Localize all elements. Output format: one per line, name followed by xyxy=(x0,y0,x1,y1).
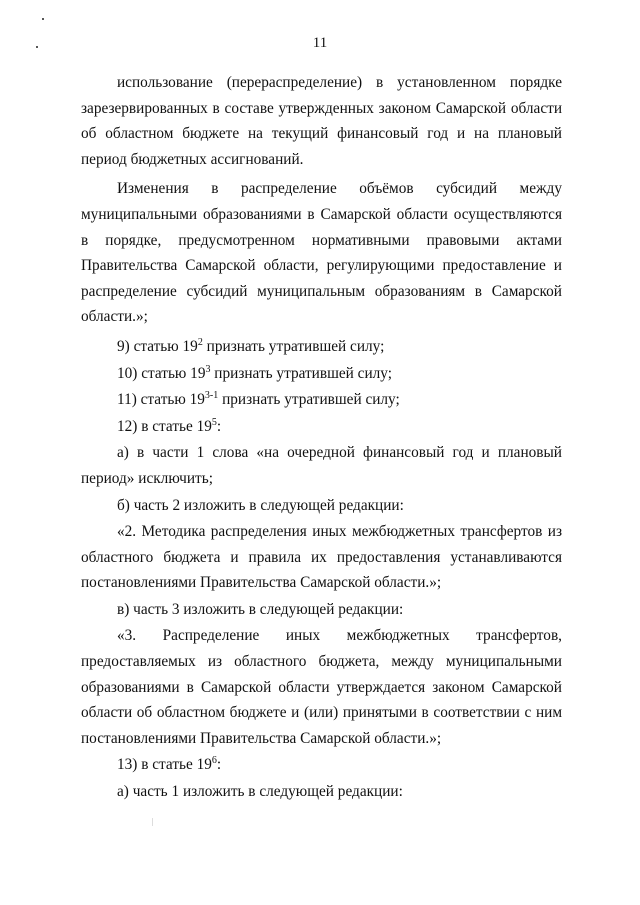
paragraph xyxy=(81,779,562,805)
document-body xyxy=(81,70,562,805)
item-text: : xyxy=(216,417,222,435)
item-text: 11) статью 19 xyxy=(117,391,205,409)
superscript: 3 xyxy=(205,363,211,375)
paragraph xyxy=(81,597,562,623)
list-item xyxy=(81,414,562,440)
paragraph-text: б) часть 2 изложить в следующей редакции: xyxy=(117,496,404,514)
paragraph-text: Изменения в распределение объёмов субсидий между муниципальными образованиями в Самарской области осуществляются в порядке, предусмотренном нормативными правовыми актами Правительства Самарской области, регулирующими предоставление и распределение субсидий муниципальным образованиям в Самарской области.»; xyxy=(81,180,562,326)
scan-mark xyxy=(152,818,153,826)
paragraph-text: а) в части 1 слова «на очередной финансовый год и плановый период» исключить; xyxy=(81,444,562,487)
paragraph xyxy=(81,519,562,596)
list-item xyxy=(81,361,562,387)
item-text: признать утратившей силу; xyxy=(218,391,400,409)
paragraph xyxy=(81,176,562,330)
scan-speck xyxy=(42,18,44,20)
page-number: 11 xyxy=(312,35,328,51)
item-text: 12) в статье 19 xyxy=(117,417,212,435)
superscript: 3-1 xyxy=(204,390,219,402)
paragraph-text: использование (перераспределение) в установленном порядке зарезервированных в составе утвержденных законом Самарской области об областном бюджете на текущий финансовый год и на плановый период бюджетных ассигнований. xyxy=(81,74,562,168)
paragraph xyxy=(81,440,562,491)
paragraph-text: в) часть 3 изложить в следующей редакции: xyxy=(117,600,404,618)
list-item xyxy=(81,387,562,413)
item-text: признать утратившей силу; xyxy=(202,337,385,355)
item-text: 10) статью 19 xyxy=(117,364,206,382)
item-text: признать утратившей силу; xyxy=(210,364,392,382)
list-item xyxy=(81,752,562,778)
item-text: : xyxy=(216,756,222,774)
paragraph-text: а) часть 1 изложить в следующей редакции: xyxy=(117,783,403,801)
superscript: 6 xyxy=(211,755,217,767)
paragraph-text: «2. Методика распределения иных межбюджетных трансфертов из областного бюджета и правила их предоставления устанавливаются постановлениями Правительства Самарской области.»; xyxy=(81,523,562,592)
item-text: 13) в статье 19 xyxy=(117,756,212,774)
paragraph xyxy=(81,70,562,172)
superscript: 5 xyxy=(211,416,217,428)
paragraph xyxy=(81,623,562,751)
item-text: 9) статью 19 xyxy=(117,337,198,355)
paragraph-text: «3. Распределение иных межбюджетных трансфертов, предоставляемых из областного бюджета, между муниципальными образованиями в Самарской области утверждается законом Самарской области об областном бюджете и (или) принятыми в соответствии с ним постановлениями Правительства Самарской области.»; xyxy=(81,627,562,747)
superscript: 2 xyxy=(197,336,203,348)
paragraph xyxy=(81,493,562,519)
list-item xyxy=(81,334,562,360)
